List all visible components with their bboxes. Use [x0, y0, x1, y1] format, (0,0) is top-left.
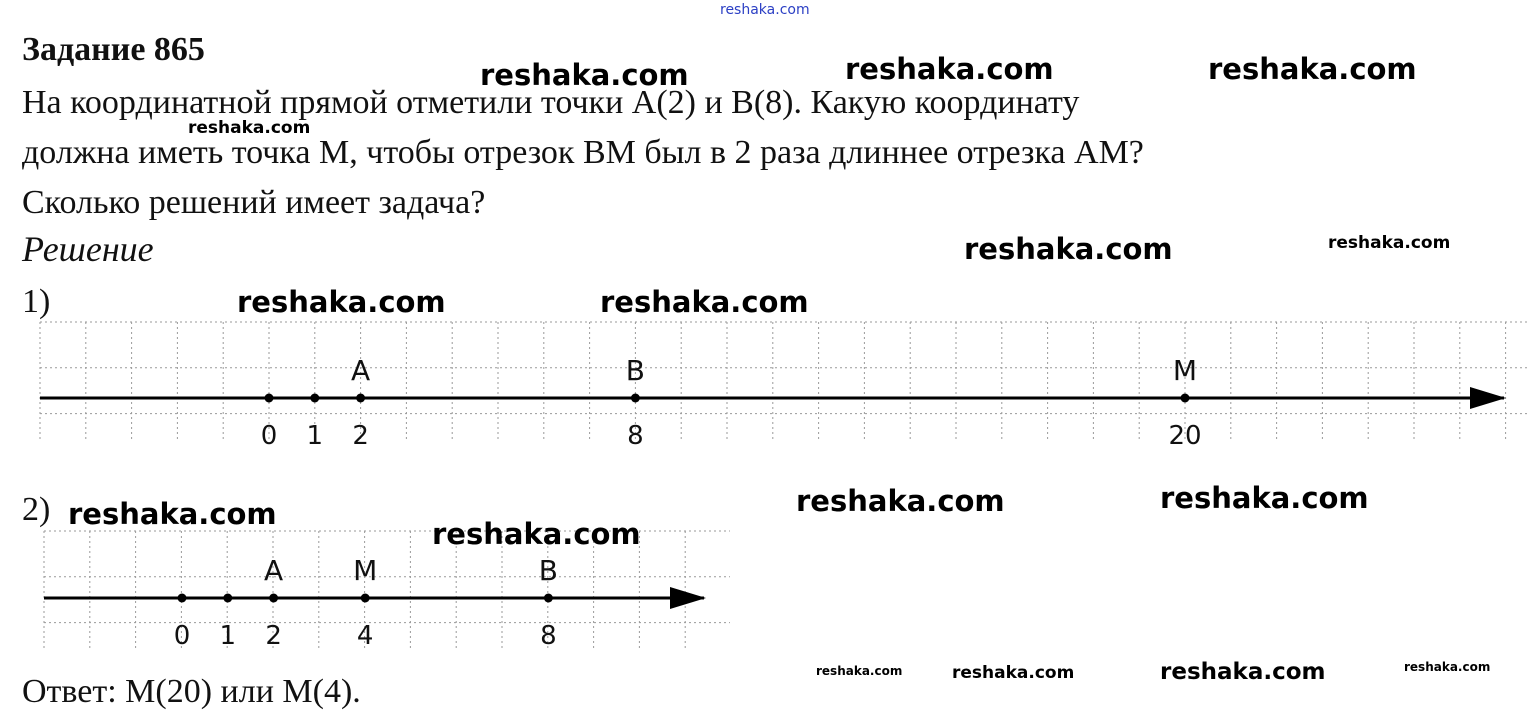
task-title: Задание 865: [22, 31, 205, 68]
number-line-2: [0, 528, 760, 658]
watermark: reshaka.com: [1160, 481, 1369, 515]
watermark: reshaka.com: [432, 517, 641, 551]
point-letter: M: [353, 554, 378, 587]
question-line-2: должна иметь точка M, чтобы отрезок BM был в 2 раза длиннее отрезка AM?: [22, 134, 1144, 171]
tick-label: 4: [356, 621, 374, 651]
tick-label: 8: [540, 621, 557, 651]
watermark: reshaka.com: [845, 52, 1054, 86]
case-2-label: 2): [22, 491, 51, 528]
point-marker: [356, 394, 365, 403]
question-line-3: Сколько решений имеет задача?: [22, 184, 486, 221]
watermark: reshaka.com: [68, 497, 277, 531]
watermark: reshaka.com: [1404, 660, 1491, 674]
tick-label: 8: [627, 421, 644, 448]
watermark: reshaka.com: [1208, 52, 1417, 86]
answer-text: Ответ: M(20) или M(4).: [22, 673, 361, 710]
point-marker: [265, 394, 274, 403]
point-letter: A: [351, 354, 371, 387]
point-letter: B: [625, 354, 646, 387]
point-marker: [178, 594, 187, 603]
number-line-1: [0, 318, 1538, 448]
point-marker: [310, 394, 319, 403]
point-marker: [361, 594, 370, 603]
axis-arrow-icon: [1470, 387, 1506, 409]
watermark: reshaka.com: [952, 663, 1075, 683]
watermark: reshaka.com: [188, 118, 311, 138]
watermark-top: reshaka.com: [720, 2, 810, 18]
point-marker: [269, 594, 278, 603]
point-letter: B: [538, 554, 559, 587]
watermark: reshaka.com: [480, 58, 689, 92]
question-line-1: На координатной прямой отметили точки A(2) и B(8). Какую координату: [22, 84, 1080, 121]
point-marker: [631, 394, 640, 403]
case-1-label: 1): [22, 283, 51, 320]
axis-arrow-icon: [670, 587, 706, 609]
tick-label: 0: [260, 421, 278, 448]
watermark: reshaka.com: [1328, 233, 1451, 253]
watermark: reshaka.com: [816, 664, 903, 678]
point-letter: A: [264, 554, 284, 587]
tick-label: 20: [1168, 421, 1202, 448]
watermark: reshaka.com: [796, 484, 1005, 518]
watermark: reshaka.com: [964, 232, 1173, 266]
point-marker: [1181, 394, 1190, 403]
tick-label: 1: [306, 421, 324, 448]
watermark: reshaka.com: [1160, 659, 1326, 685]
solution-heading: Решение: [22, 229, 154, 269]
point-marker: [544, 594, 553, 603]
watermark: reshaka.com: [600, 285, 809, 319]
point-marker: [223, 594, 232, 603]
tick-label: 1: [219, 621, 237, 651]
point-letter: M: [1172, 354, 1198, 387]
tick-label: 0: [173, 621, 191, 651]
tick-label: 2: [265, 621, 282, 651]
tick-label: 2: [352, 421, 369, 448]
watermark: reshaka.com: [237, 285, 446, 319]
